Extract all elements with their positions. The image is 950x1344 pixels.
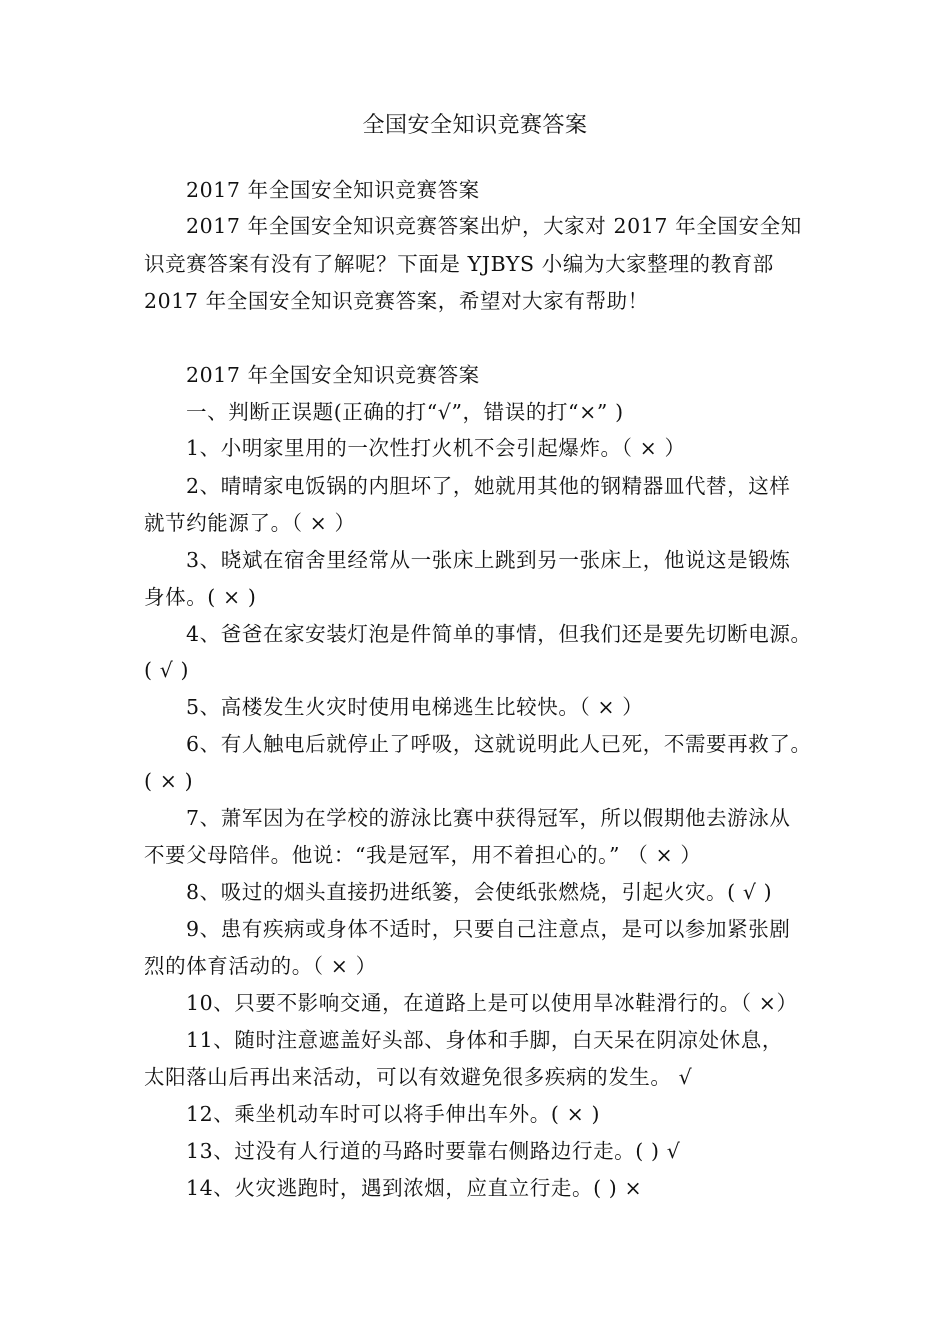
- question-1-line-1: 1、小明家里用的一次性打火机不会引起爆炸。（ × ）: [186, 436, 686, 460]
- question-7-line-1: 7、萧军因为在学校的游泳比赛中获得冠军，所以假期他去游泳从: [186, 806, 791, 830]
- document-title: 全国安全知识竞赛答案: [362, 113, 588, 138]
- intro-line-2: 识竞赛答案有没有了解呢？下面是 YJBYS 小编为大家整理的教育部: [144, 252, 774, 276]
- question-10-line-1: 10、只要不影响交通，在道路上是可以使用旱冰鞋滑行的。（ ×）: [186, 991, 798, 1015]
- question-4-line-1: 4、爸爸在家安装灯泡是件简单的事情，但我们还是要先切断电源。: [186, 622, 812, 646]
- intro-heading: 2017 年全国安全知识竞赛答案: [186, 178, 480, 202]
- section-heading: 2017 年全国安全知识竞赛答案: [186, 363, 480, 387]
- question-5-line-1: 5、高楼发生火灾时使用电梯逃生比较快。（ × ）: [186, 695, 644, 719]
- question-8-line-1: 8、吸过的烟头直接扔进纸篓，会使纸张燃烧，引起火灾。( √ ): [186, 880, 773, 904]
- question-11-line-1: 11、随时注意遮盖好头部、身体和手脚，白天呆在阴凉处休息，: [186, 1028, 783, 1052]
- question-2-line-2: 就节约能源了。（ × ）: [144, 511, 356, 535]
- question-14-line-1: 14、火灾逃跑时，遇到浓烟，应直立行走。( ) ×: [186, 1176, 643, 1200]
- intro-line-1: 2017 年全国安全知识竞赛答案出炉，大家对 2017 年全国安全知: [186, 214, 802, 238]
- question-12-line-1: 12、乘坐机动车时可以将手伸出车外。( × ): [186, 1102, 601, 1126]
- question-6-line-2: ( × ): [144, 769, 194, 793]
- question-2-line-1: 2、晴晴家电饭锅的内胆坏了，她就用其他的钢精器皿代替，这样: [186, 474, 791, 498]
- question-9-line-2: 烈的体育活动的。（ × ）: [144, 954, 377, 978]
- intro-line-3: 2017 年全国安全知识竞赛答案，希望对大家有帮助！: [144, 289, 649, 313]
- question-3-line-1: 3、晓斌在宿舍里经常从一张床上跳到另一张床上，他说这是锻炼: [186, 548, 791, 572]
- question-4-line-2: ( √ ): [144, 658, 190, 682]
- question-11-line-2: 太阳落山后再出来活动，可以有效避免很多疾病的发生。 √: [144, 1065, 693, 1089]
- question-3-line-2: 身体。( × ): [144, 585, 257, 609]
- question-6-line-1: 6、有人触电后就停止了呼吸，这就说明此人已死，不需要再救了。: [186, 732, 812, 756]
- question-7-line-2: 不要父母陪伴。他说：“我是冠军，用不着担心的。” （ × ）: [144, 843, 702, 867]
- question-9-line-1: 9、患有疾病或身体不适时，只要自己注意点，是可以参加紧张剧: [186, 917, 791, 941]
- question-13-line-1: 13、过没有人行道的马路时要靠右侧路边行走。( ) √: [186, 1139, 681, 1163]
- part-heading: 一、判断正误题(正确的打“√”，错误的打“×” ): [186, 400, 624, 424]
